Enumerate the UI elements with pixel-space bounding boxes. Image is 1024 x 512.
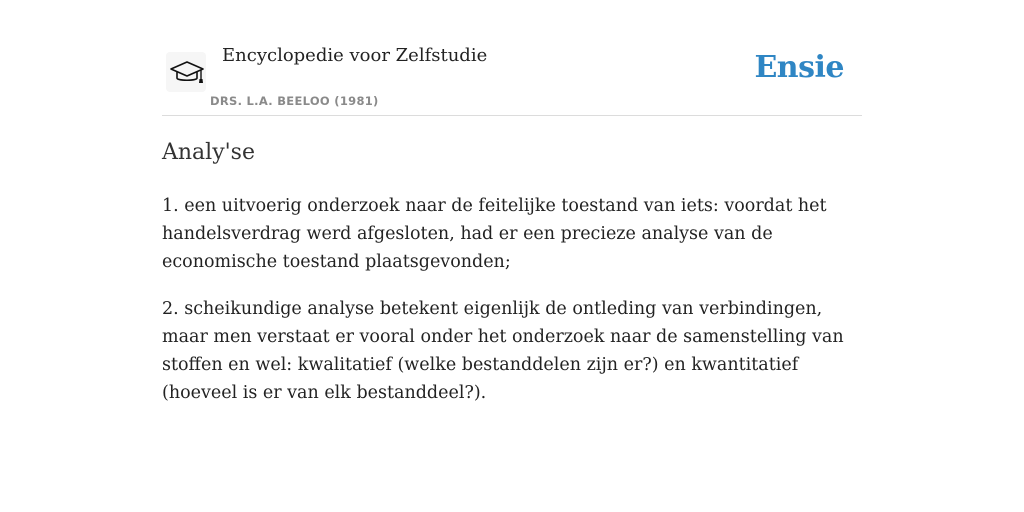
definitions-list xyxy=(162,192,862,426)
entry-title: Analy'se xyxy=(162,140,255,165)
site-author: DRS. L.A. BEELOO (1981) xyxy=(210,94,379,108)
brand-logo-link[interactable]: Ensie xyxy=(754,50,844,85)
header xyxy=(162,0,862,116)
graduation-cap-icon xyxy=(169,57,205,87)
definition-1: 1. een uitvoerig onderzoek naar de feitelijke toestand van iets: voordat het handelsverdrag werd afgesloten, had er een precieze analyse van de economische toestand plaatsgevonden; xyxy=(162,196,827,272)
definition-2: 2. scheikundige analyse betekent eigenlijk de ontleding van verbindingen, maar men verstaat er vooral onder het onderzoek naar de samenstelling van stoffen en wel: kwalitatief (welke bestanddelen zijn er?) en kwantitatief (hoeveel is er van elk bestanddeel?). xyxy=(162,299,844,403)
logo[interactable] xyxy=(166,52,206,92)
site-title: Encyclopedie voor Zelfstudie xyxy=(222,45,488,66)
content-container xyxy=(162,0,862,403)
